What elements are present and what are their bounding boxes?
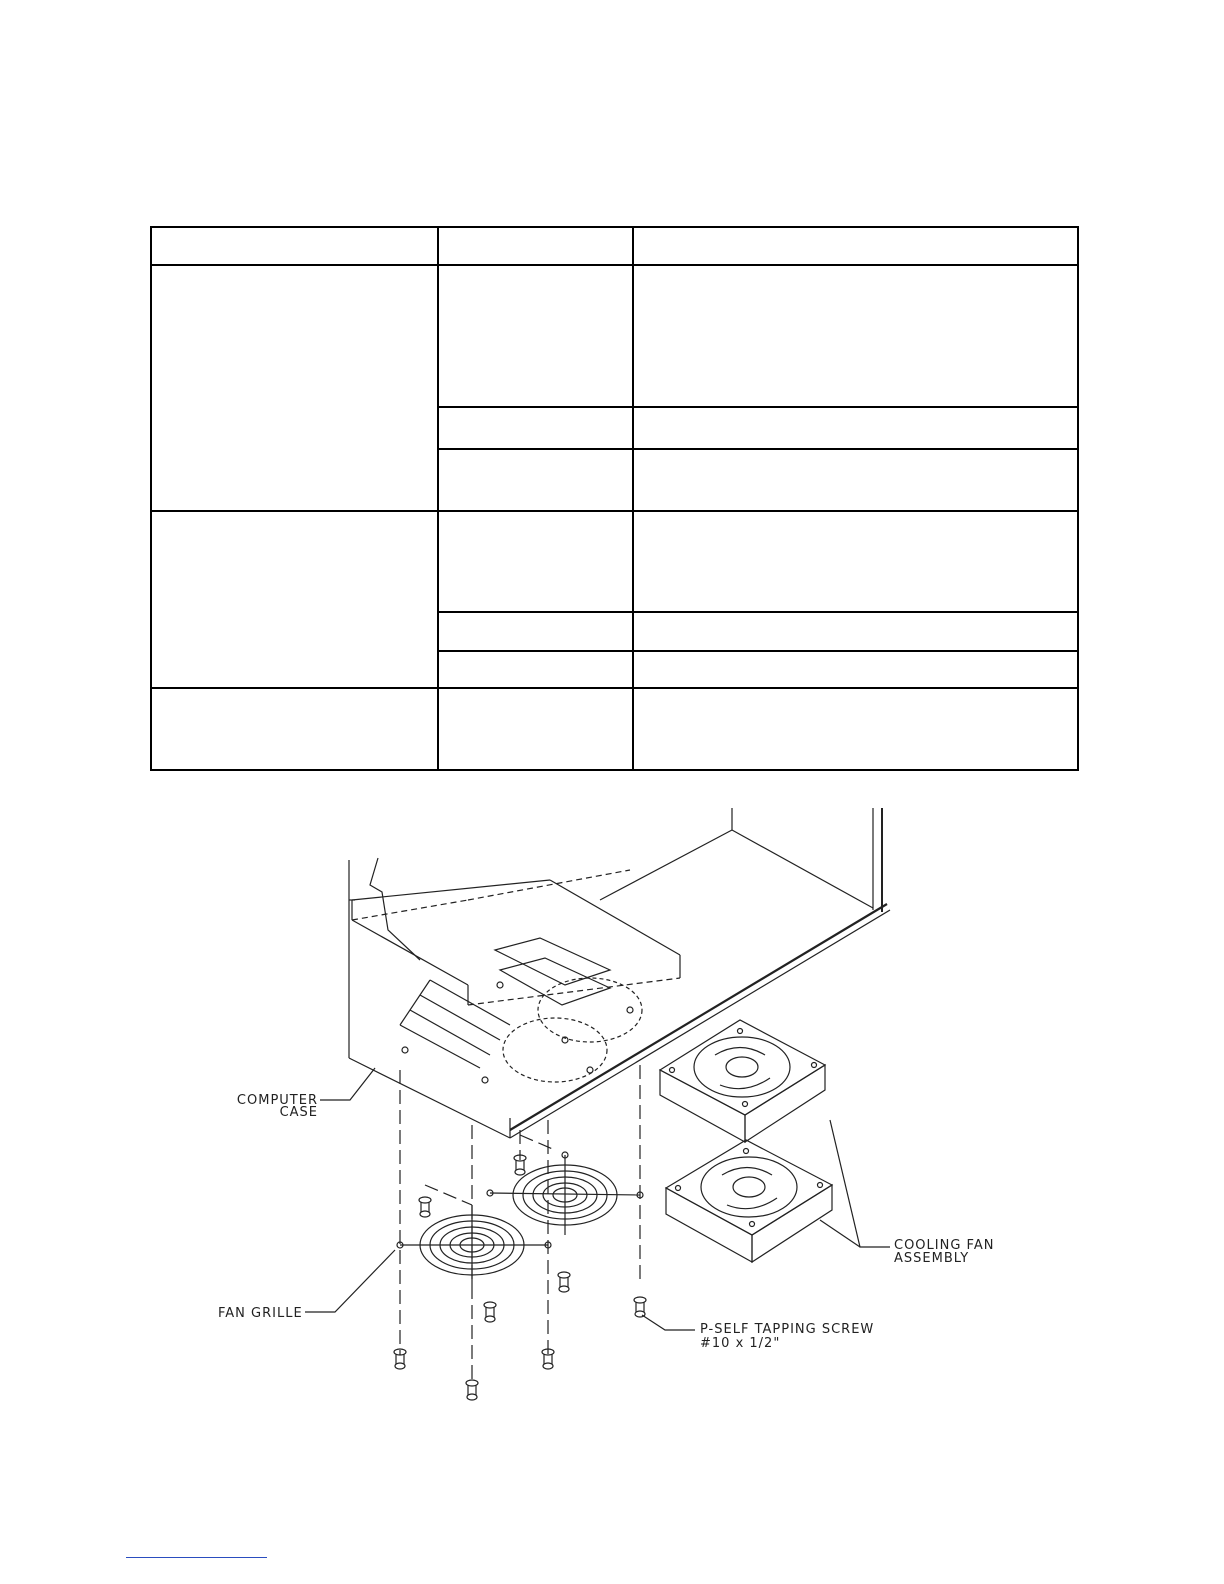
table-border-right [1077, 226, 1079, 771]
screw [419, 1197, 431, 1217]
screws [394, 1155, 646, 1400]
group-line-1 [150, 510, 1079, 512]
screw [484, 1302, 496, 1322]
screw [634, 1297, 646, 1317]
column-divider-1 [437, 226, 439, 771]
table-border-bottom [150, 769, 1079, 771]
parts-table [150, 226, 1079, 771]
row-line-b [437, 448, 1079, 450]
fan-grille-right [487, 1152, 643, 1235]
label-cooling-fan-2: ASSEMBLY [894, 1251, 970, 1266]
label-computer-case-1: COMPUTER [236, 1093, 318, 1108]
row-line-d [437, 650, 1079, 652]
cooling-fan-upper [660, 1020, 825, 1142]
label-cooling-fan-1: COOLING FAN [894, 1238, 995, 1253]
label-fan-grille: FAN GRILLE [218, 1306, 303, 1321]
leader-cooling-fan [830, 1120, 890, 1247]
label-computer-case-2: CASE [279, 1105, 318, 1120]
column-divider-2 [632, 226, 634, 771]
screw [558, 1272, 570, 1292]
table-border-top [150, 226, 1079, 228]
assembly-guide-lines [400, 1065, 640, 1385]
label-screw-1: P-SELF TAPPING SCREW [700, 1322, 875, 1337]
table-border-left [150, 226, 152, 771]
label-screw-2: #10 x 1/2" [700, 1336, 781, 1351]
cooling-fan-installation-diagram [210, 800, 1010, 1420]
row-line-a [437, 406, 1079, 408]
fan-grille-left [397, 1205, 551, 1285]
row-line-c [437, 611, 1079, 613]
leader-computer-case [320, 1068, 375, 1100]
header-row-line [150, 264, 1079, 266]
leader-fan-grille [305, 1250, 395, 1312]
footer-rule [126, 1557, 267, 1558]
leader-screw [642, 1315, 695, 1330]
computer-case-drawing [349, 808, 890, 1138]
cooling-fan-lower [666, 1140, 832, 1262]
group-line-2 [150, 687, 1079, 689]
screw [466, 1380, 478, 1400]
